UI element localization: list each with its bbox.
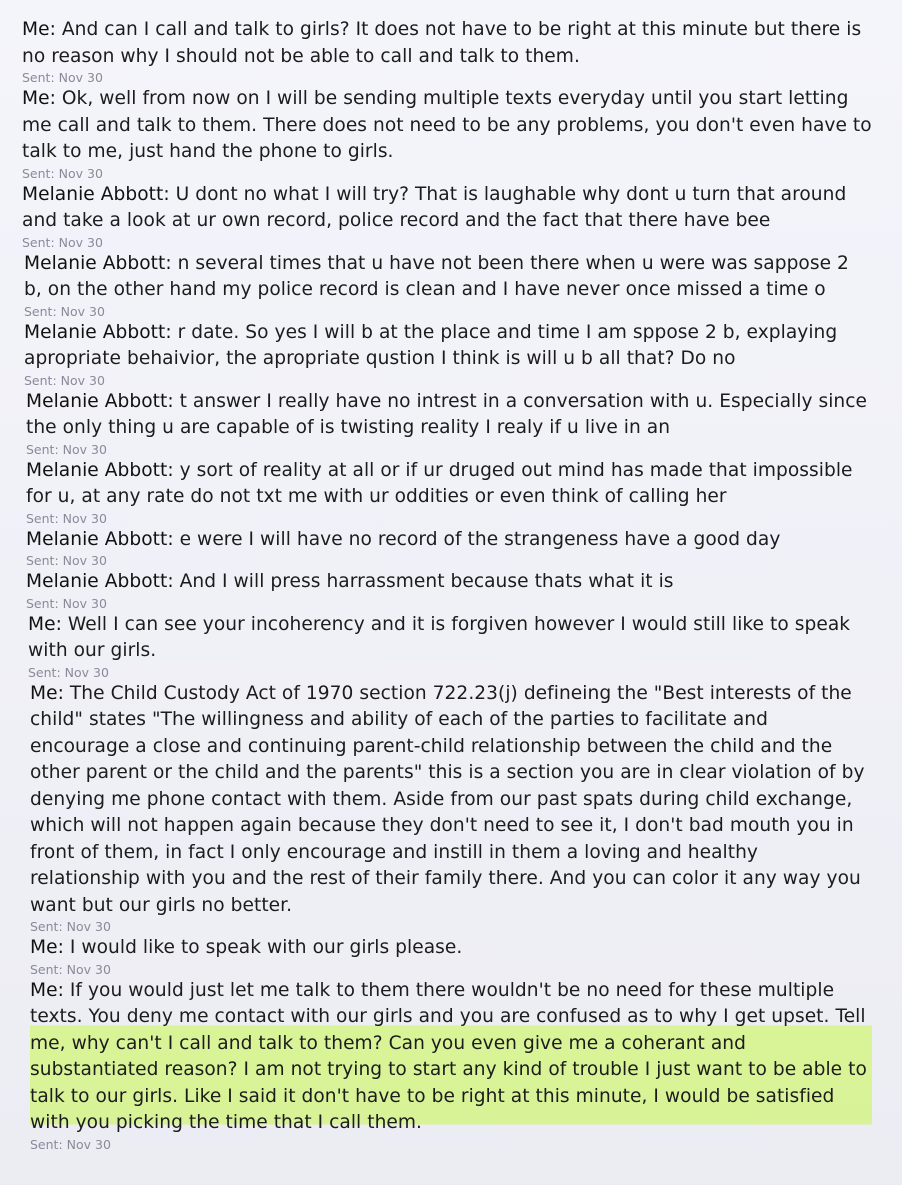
message-sender: Me: — [30, 937, 64, 958]
message-body — [30, 978, 872, 1137]
message-body — [22, 182, 872, 235]
message — [20, 17, 872, 85]
message-text: n several times that u have not been there when u were was sappose 2 b, on the other hand my police record is clean and I have never once missed a time o — [24, 252, 849, 300]
message-text: U dont no what I will try? That is laughable why dont u turn that around and take a look at ur own record, police record and the fact that there have bee — [22, 183, 847, 231]
message-text: And can I call and talk to girls? It does not have to be right at this minute but there is no reason why I should not be able to call and talk to them. — [22, 19, 862, 67]
message-body — [26, 389, 872, 442]
message-sender: Melanie Abbott: — [26, 571, 174, 592]
message-sender: Melanie Abbott: — [24, 252, 172, 274]
message-highlighted — [20, 978, 872, 1152]
message-sender: Me: — [30, 682, 64, 704]
message-text: r date. So yes I will b at the place and time I am sppose 2 b, explaying apropriate behaivior, the apropriate qustion I think is will u b all that? Do no — [24, 321, 838, 369]
message — [20, 527, 872, 569]
sent-label: Sent: Nov 30 — [30, 961, 111, 977]
sent-label: Sent: Nov 30 — [22, 234, 103, 250]
sent-label: Sent: Nov 30 — [28, 664, 109, 680]
sent-label: Sent: Nov 30 — [22, 165, 103, 181]
message-text: I would like to speak with our girls please. — [69, 937, 463, 958]
sent-label: Sent: Nov 30 — [26, 595, 107, 611]
message — [20, 612, 872, 680]
message-text: And I will press harrassment because thats what it is — [179, 571, 674, 592]
message-sender: Melanie Abbott: — [22, 183, 170, 205]
message-body — [26, 458, 872, 511]
message-text: The Child Custody Act of 1970 section 722.23(j) defineing the "Best interests of the child" states "The willingness and ability of each of the parties to facilitate and encourage a close and continuing parent-child relationship between the child and the other parent or the child and the parents" this is a section you are in clear violation of by denying me phone contact with them. Aside from our past spats during child exchange, which will not happen again because they don't need to see it, I don't bad mouth you in front of them, in fact I only encourage and instill in them a loving and healthy relationship with you and the rest of their family there. And you can color it any way you want but our girls no better. — [30, 682, 865, 916]
message-body — [26, 569, 872, 596]
sent-label: Sent: Nov 30 — [24, 372, 105, 388]
message-text: t answer I really have no intrest in a conversation with u. Especially since the only thing u are capable of is twisting reality I realy if u live in an — [26, 390, 868, 438]
message — [20, 681, 872, 935]
message — [20, 182, 872, 250]
sent-label: Sent: Nov 30 — [26, 510, 107, 526]
sent-label: Sent: Nov 30 — [26, 441, 107, 457]
message-body — [30, 681, 872, 920]
sent-label: Sent: Nov 30 — [30, 1136, 111, 1152]
message-body — [22, 17, 872, 70]
message-text: Ok, well from now on I will be sending multiple texts everyday until you start letting me call and talk to them. There does not need to be any problems, you don't even have to talk to me, just hand the phone to girls. — [22, 88, 872, 162]
message — [20, 251, 872, 319]
message-sender: Melanie Abbott: — [26, 528, 174, 550]
message-body — [24, 251, 872, 304]
message-sender: Me: — [22, 88, 56, 109]
message-body — [28, 612, 872, 665]
sent-label: Sent: Nov 30 — [30, 919, 111, 934]
message — [20, 935, 872, 977]
message-sender: Melanie Abbott: — [26, 390, 174, 412]
message-body — [22, 86, 872, 166]
message-body — [30, 935, 872, 962]
message — [20, 320, 872, 388]
message-sender: Me: — [28, 613, 62, 635]
message-text: e were I will have no record of the strangeness have a good day — [179, 528, 781, 550]
sent-label: Sent: Nov 30 — [24, 303, 105, 319]
message — [20, 389, 872, 457]
message-sender: Melanie Abbott: — [26, 459, 174, 481]
message — [20, 458, 872, 526]
message — [20, 86, 872, 181]
message-text: y sort of reality at all or if ur druged out mind has made that impossible for u, at any rate do not txt me with ur oddities or even think of calling her — [26, 459, 853, 507]
sent-label: Sent: Nov 30 — [22, 70, 103, 85]
message-sender: Me: — [22, 19, 56, 40]
message-text: If you would just let me talk to them there wouldn't be no need for these multiple texts. You deny me contact with our girls and you are confused as to why I get upset. Tell me, why can't I call and talk to them? Can you even give me a coherant and substantiated reason? I am not trying to start any kind of trouble I just want to be able to talk to our girls. Like I said it don't have to be right at this minute, I would be satisfied with you picking the time that I call them. — [30, 979, 867, 1133]
sent-label: Sent: Nov 30 — [26, 553, 107, 568]
message-sender: Melanie Abbott: — [24, 321, 172, 343]
message-body — [24, 320, 872, 373]
message-text: Well I can see your incoherency and it is forgiven however I would still like to speak with our girls. — [28, 613, 851, 661]
message-body — [26, 527, 872, 554]
message — [20, 569, 872, 611]
message-sender: Me: — [30, 979, 64, 1001]
